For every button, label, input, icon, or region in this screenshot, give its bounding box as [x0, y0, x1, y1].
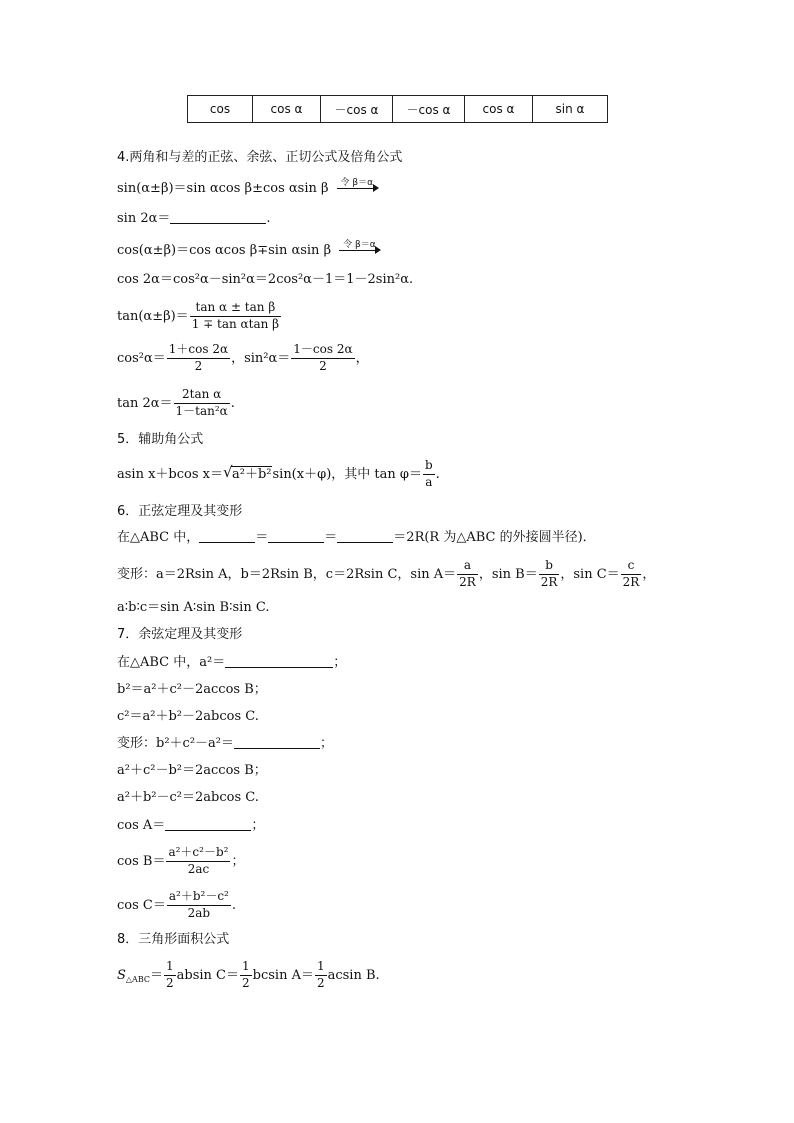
- formula-text: cos A＝: [117, 818, 166, 833]
- formula-text: asin x＋bcos x＝: [117, 467, 223, 482]
- numerator: c: [621, 559, 642, 575]
- denominator: 2: [166, 976, 174, 990]
- numerator: a: [457, 559, 478, 575]
- numerator: 1: [315, 960, 327, 976]
- numerator: b: [423, 459, 435, 475]
- denominator: 2R: [459, 575, 476, 589]
- cosine-variant-b: a²＋c²－b²＝2accos B；: [117, 763, 267, 778]
- fraction: [539, 559, 560, 590]
- fraction: [423, 459, 435, 490]
- fraction: [315, 960, 327, 991]
- cosine-law-b: b²＝a²＋c²－2accos B；: [117, 682, 267, 697]
- numerator: b: [539, 559, 560, 575]
- answer-blank[interactable]: [234, 734, 320, 749]
- arrow-label: 令 β＝α: [340, 178, 374, 188]
- numerator: tan α ± tan β: [190, 301, 281, 317]
- numerator: a²＋c²－b²: [166, 846, 230, 862]
- formula-text: ，sin B＝: [478, 567, 538, 582]
- equals-sign: ＝: [255, 530, 269, 545]
- answer-blank[interactable]: [225, 653, 333, 668]
- sine-law-line: [117, 528, 596, 548]
- sum-cosine-formula: [117, 240, 383, 261]
- table-cell: cos α: [253, 96, 321, 123]
- formula-text: absin C＝: [176, 968, 239, 983]
- answer-blank[interactable]: [165, 816, 251, 831]
- formula-text: cos C＝: [117, 898, 166, 913]
- denominator: 2R: [622, 575, 640, 589]
- table-cell: －cos α: [393, 96, 465, 123]
- numerator: 1: [240, 960, 252, 976]
- denominator: a: [425, 475, 433, 489]
- section-7-heading: 7．余弦定理及其变形: [117, 627, 243, 642]
- fraction: [457, 559, 478, 590]
- formula-end: ，: [355, 351, 369, 366]
- formula-text: 变形：a＝2Rsin A，b＝2Rsin B，c＝2Rsin C，sin A＝: [117, 567, 457, 582]
- formula-text: acsin B.: [327, 968, 380, 983]
- formula-end: ；: [333, 655, 347, 670]
- right-arrow-icon: [337, 240, 383, 258]
- formula-text: cos B＝: [117, 854, 166, 869]
- formula-text: 在△ABC 中，a²＝: [117, 655, 226, 670]
- formula-text: tan 2α＝: [117, 396, 173, 411]
- double-tangent-formula: [117, 385, 235, 423]
- answer-blank[interactable]: [170, 209, 266, 224]
- cos-b-formula: [117, 842, 244, 882]
- section-8-heading: 8．三角形面积公式: [117, 932, 230, 947]
- arrow-label: 令 β＝α: [343, 240, 376, 250]
- area-symbol: S: [117, 968, 126, 983]
- table-cell: －cos α: [321, 96, 393, 123]
- formula-end: ；: [320, 736, 334, 751]
- fraction: [190, 301, 281, 332]
- formula-text: tan(α±β)＝: [117, 309, 189, 324]
- denominator: 2R: [540, 575, 558, 589]
- formula-end: ；: [231, 854, 245, 869]
- fraction: [291, 343, 354, 374]
- right-arrow-icon: [335, 178, 381, 196]
- cos-a-line: [117, 816, 264, 836]
- section-6-heading: 6．正弦定理及其变形: [117, 504, 243, 519]
- fraction: [164, 960, 176, 991]
- denominator: 2ac: [187, 862, 210, 876]
- formula-text: sin 2α＝: [117, 211, 171, 226]
- sine-law-variants: [117, 556, 655, 594]
- denominator: 2: [316, 976, 325, 990]
- answer-blank[interactable]: [337, 528, 393, 543]
- tangent-sum-formula: [117, 298, 282, 336]
- area-subscript: △ABC: [125, 975, 150, 984]
- formula-end: .: [231, 898, 236, 913]
- numerator: 2tan α: [174, 388, 230, 404]
- square-root: √ a²＋b²: [222, 463, 272, 482]
- table-cell: cos: [188, 96, 253, 123]
- numerator: a²＋b²－c²: [167, 890, 231, 906]
- trig-value-table: [187, 95, 608, 123]
- cos-c-formula: [117, 886, 236, 926]
- auxiliary-angle-formula: [117, 456, 440, 494]
- answer-blank[interactable]: [268, 528, 324, 543]
- equals-sign: ＝: [149, 968, 163, 983]
- double-sine-line: [117, 209, 271, 229]
- equals-sign: ＝: [324, 530, 338, 545]
- formula-text: 在△ABC 中，: [117, 530, 200, 545]
- table-cell: sin α: [533, 96, 608, 123]
- denominator: 2ab: [187, 906, 211, 920]
- denominator: 2: [242, 976, 250, 990]
- denominator: 2: [319, 359, 327, 373]
- formula-end: .: [435, 467, 440, 482]
- cosine-law-a: [117, 653, 346, 673]
- section-5-heading: 5．辅助角公式: [117, 432, 204, 447]
- radicand: a²＋b²: [231, 467, 272, 482]
- formula-end: .: [266, 211, 271, 226]
- denominator: 1－tan²α: [175, 404, 228, 418]
- fraction: [167, 343, 230, 374]
- formula-text: sin(α±β)＝sin αcos β±cos αsin β: [117, 181, 329, 196]
- numerator: 1: [164, 960, 176, 976]
- formula-text: ，sin²α＝: [231, 351, 291, 366]
- triangle-area-formula: [117, 956, 380, 1000]
- cosine-variant-a: [117, 734, 333, 754]
- table-row: [188, 96, 608, 123]
- formula-text: cos²α＝: [117, 351, 166, 366]
- formula-text: 变形：b²＋c²－a²＝: [117, 736, 234, 751]
- cosine-variant-c: a²＋b²－c²＝2abcos C.: [117, 790, 259, 805]
- denominator: 2: [194, 359, 203, 373]
- answer-blank[interactable]: [199, 528, 255, 543]
- fraction: [621, 559, 642, 590]
- formula-end: ，: [642, 567, 656, 582]
- formula-text: bcsin A＝: [252, 968, 314, 983]
- formula-text: ＝2R(R 为△ABC 的外接圆半径)．: [393, 530, 596, 545]
- numerator: 1－cos 2α: [291, 343, 354, 359]
- sum-sine-formula: [117, 178, 381, 199]
- denominator: 1 ∓ tan αtan β: [191, 317, 280, 331]
- sine-ratio-line: a∶b∶c＝sin A∶sin B∶sin C.: [117, 600, 270, 615]
- formula-text: cos(α±β)＝cos αcos β∓sin αsin β: [117, 243, 332, 258]
- fraction: [240, 960, 252, 991]
- table-cell: cos α: [465, 96, 533, 123]
- fraction: [166, 846, 230, 877]
- power-reduction-formula: [117, 339, 369, 379]
- double-cosine-formula: cos 2α＝cos²α－sin²α＝2cos²α－1＝1－2sin²α.: [117, 272, 414, 287]
- fraction: [167, 890, 231, 921]
- formula-end: .: [230, 396, 235, 411]
- cosine-law-c: c²＝a²＋b²－2abcos C.: [117, 709, 259, 724]
- section-4-heading: 4.两角和与差的正弦、余弦、正切公式及倍角公式: [117, 150, 403, 165]
- numerator: 1＋cos 2α: [167, 343, 230, 359]
- formula-end: ；: [251, 818, 265, 833]
- fraction: [174, 388, 230, 419]
- formula-text: sin(x＋φ)，其中 tan φ＝: [272, 467, 422, 482]
- formula-text: ，sin C＝: [560, 567, 620, 582]
